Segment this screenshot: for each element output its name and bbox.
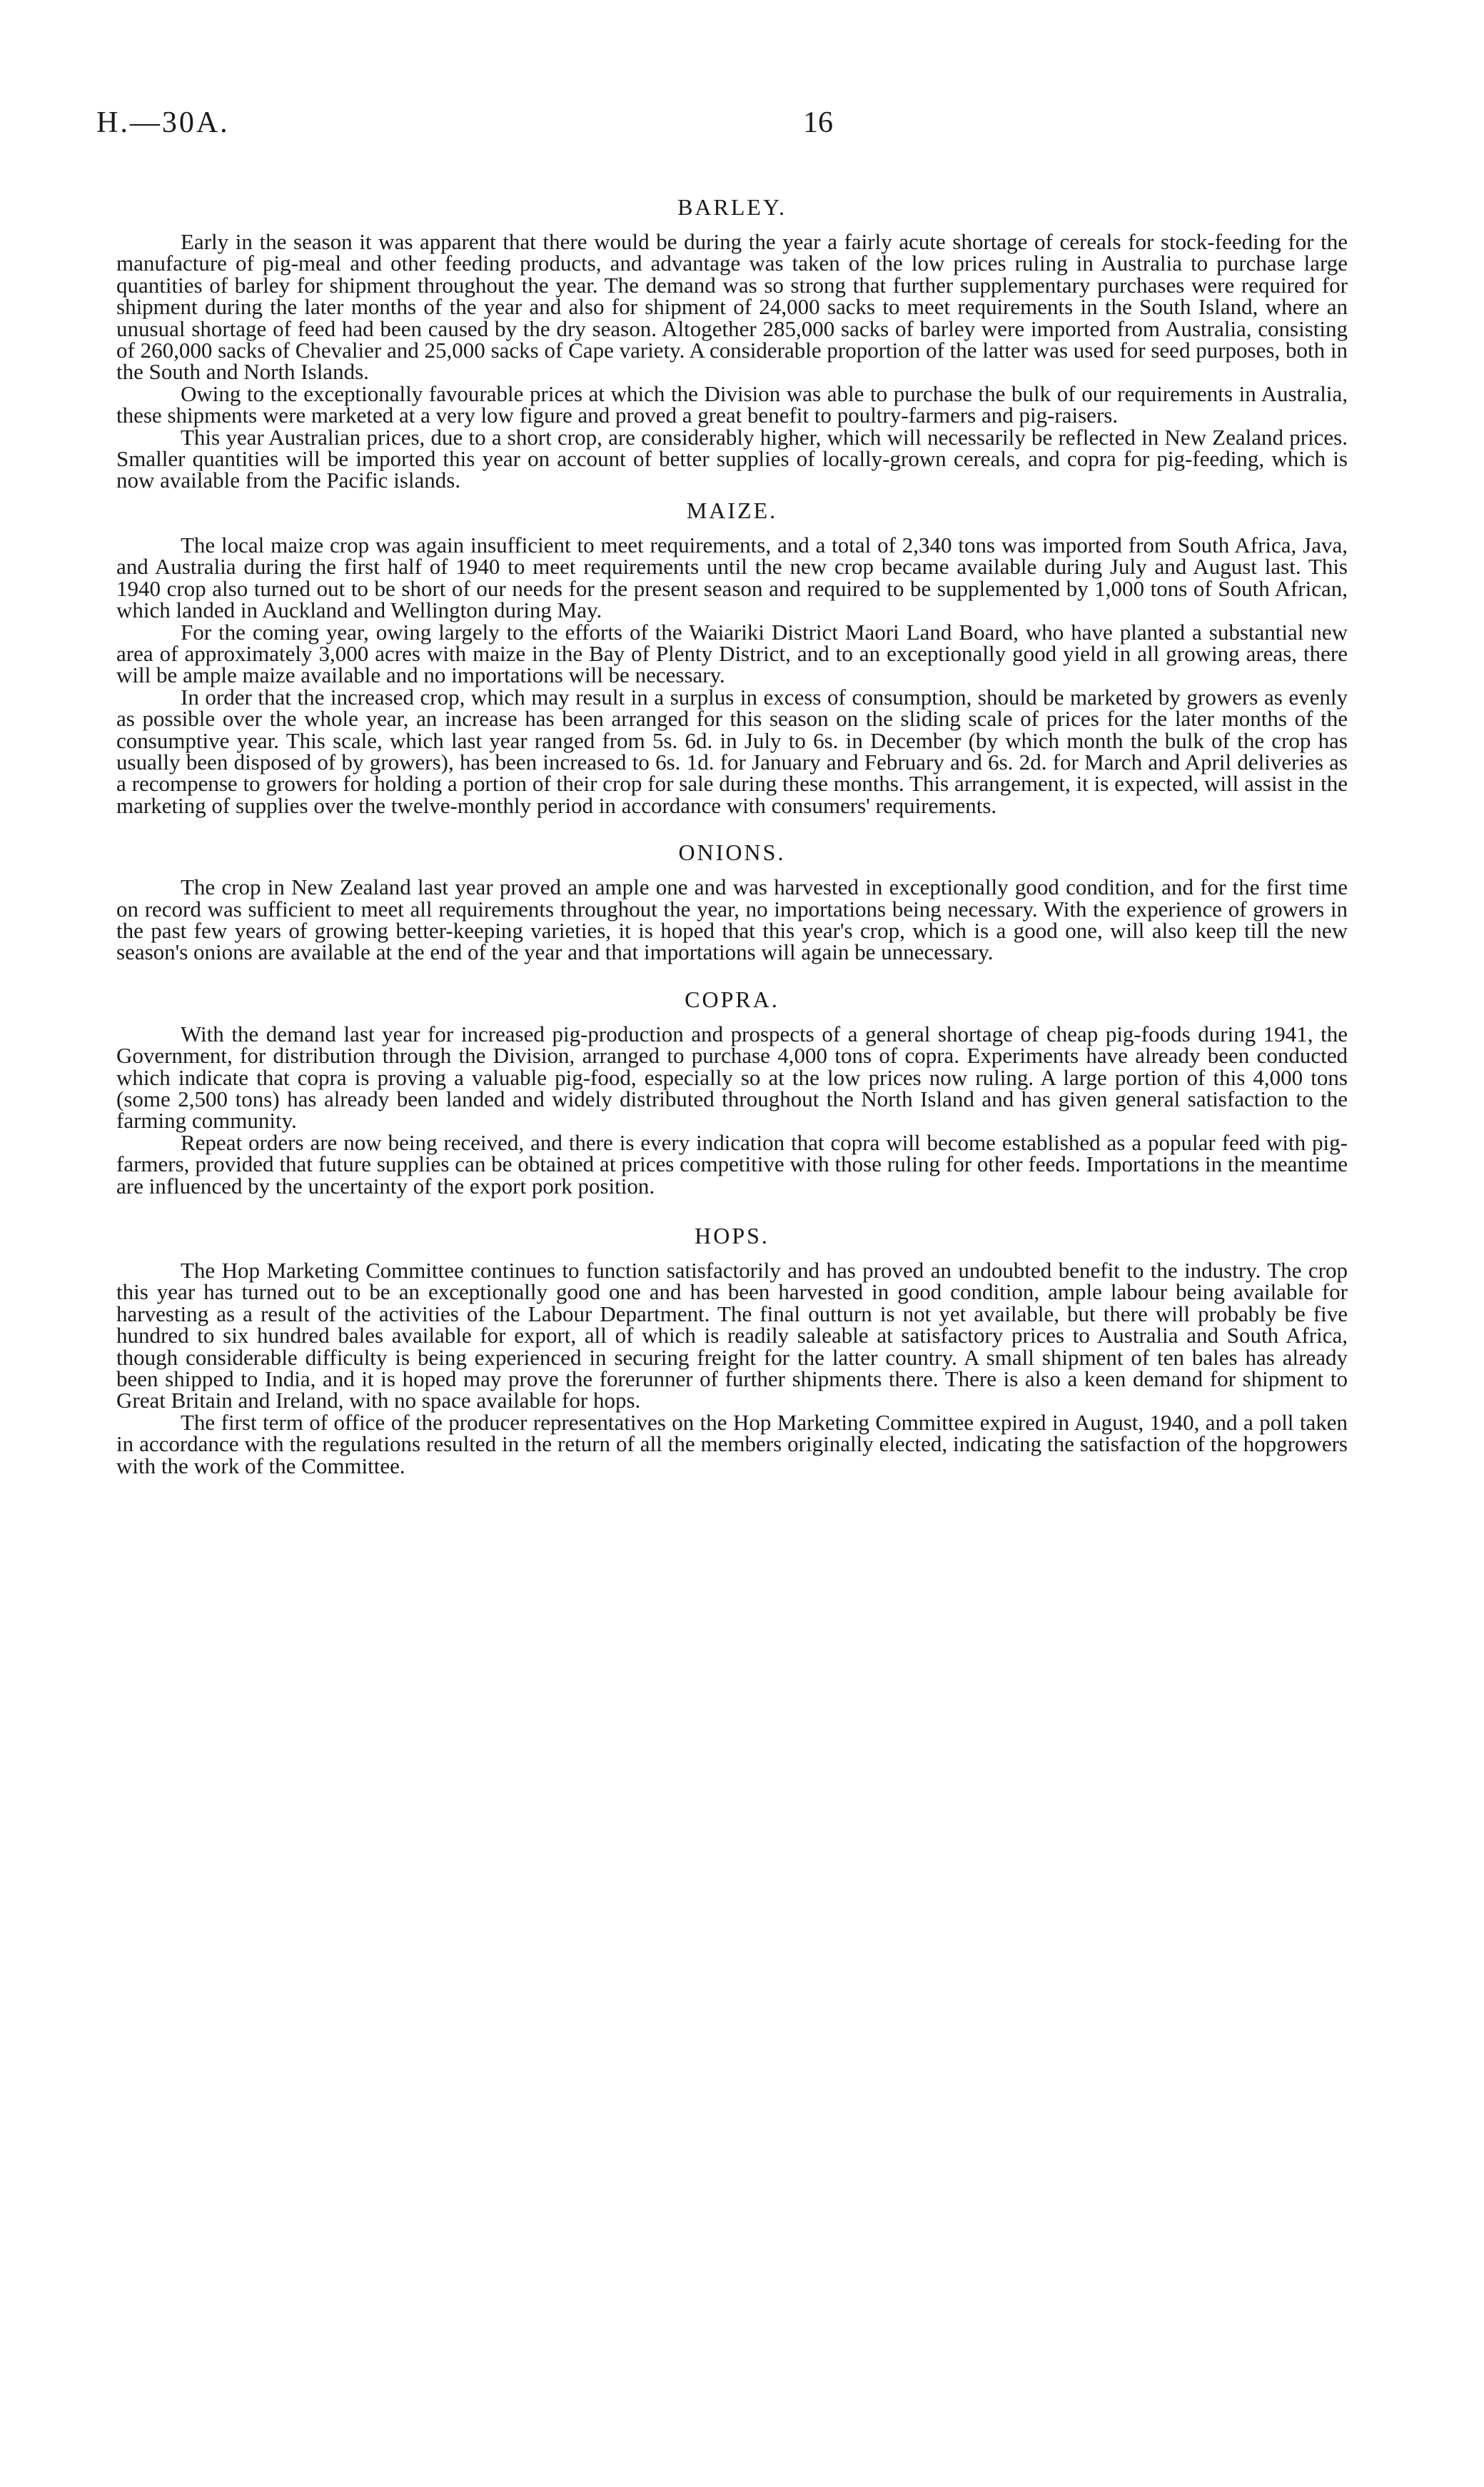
paragraph: This year Australian prices, due to a short crop, are considerably higher, which will necessarily be reflected in New Zealand prices. Smaller quantities will be imported this year on account of better supplies of locally-grown cereals, and copra for pig-feeding, which is now available from the Pacific islands. xyxy=(116,424,1348,493)
paragraph: The first term of office of the producer representatives on the Hop Marketing Committee expired in August, 1940, and a poll taken in accordance with the regulations resulted in the return of all the members originally elected, indicating the satisfaction of the hopgrowers with the work of the Committee. xyxy=(116,1409,1348,1478)
section-heading: COPRA. xyxy=(685,986,779,1012)
paragraph: The local maize crop was again insufficient to meet requirements, and a total of 2,340 tons was imported from South Africa, Java, and Australia during the first half of 1940 to meet requirements until the new crop became available during July and August last. This 1940 crop also turned out to be short of our needs for the present season and required to be supplemented by 1,000 tons of South African, which landed in Auckland and Wellington during May. xyxy=(116,532,1348,623)
page-number: 16 xyxy=(803,106,833,139)
page-header xyxy=(96,106,1378,148)
section-maize xyxy=(116,496,1348,817)
section-heading: MAIZE. xyxy=(686,497,778,523)
section-heading: BARLEY. xyxy=(677,194,787,220)
paragraph: Owing to the exceptionally favourable prices at which the Division was able to purchase the bulk of our requirements in Australia, these shipments were marketed at a very low figure and proved a great benefit to poultry-farmers and pig-raisers. xyxy=(116,380,1348,428)
paragraph: With the demand last year for increased pig-production and prospects of a general shortage of cheap pig-foods during 1941, the Government, for distribution through the Division, arranged to purchase 4,000 tons of copra. Experiments have already been conducted which indicate that copra is proving a valuable pig-food, especially so at the low prices now ruling. A large portion of this 4,000 tons (some 2,500 tons) has already been landed and widely distributed throughout the North Island and has given general satisfaction to the farming community. xyxy=(116,1021,1348,1134)
paragraph: Repeat orders are now being received, and there is every indication that copra will become established as a popular feed with pig-farmers, provided that future supplies can be obtained at prices competitive with those ruling for other feeds. Importations in the meantime are influenced by the uncertainty of the export pork position. xyxy=(116,1129,1348,1199)
section-barley xyxy=(116,193,1348,492)
paragraph: Early in the season it was apparent that there would be during the year a fairly acute shortage of cereals for stock-feeding for the manufacture of pig-meal and other feeding products, and advantage was taken of the low prices ruling in Australia to purchase large quantities of barley for shipment throughout the year. The demand was so strong that further supplementary purchases were required for shipment during the later months of the year and also for shipment of 24,000 sacks to meet requirements in the South Island, where an unusual shortage of feed had been caused by the dry season. Altogether 285,000 sacks of barley were imported from Australia, consisting of 260,000 sacks of Chevalier and 25,000 sacks of Cape variety. A considerable proportion of the latter was used for seed purposes, both in the South and North Islands. xyxy=(116,229,1348,385)
section-heading: ONIONS. xyxy=(678,839,786,866)
paragraph: In order that the increased crop, which may result in a surplus in excess of consumption, should be marketed by growers as evenly as possible over the whole year, an increase has been arranged for this season on the sliding scale of prices for the later months of the consumptive year. This scale, which last year ranged from 5s. 6d. in July to 6s. in December (by which month the bulk of the crop has usually been disposed of by growers), has been increased to 6s. 1d. for January and February and 6s. 2d. for March and April deliveries as a recompense to growers for holding a portion of their crop for sale during these months. This arrangement, it is expected, will assist in the marketing of supplies over the twelve-monthly period in accordance with consumers' requirements. xyxy=(116,684,1348,818)
section-onions xyxy=(116,838,1348,964)
report-reference: H.—30A. xyxy=(96,106,230,139)
section-hops xyxy=(116,1221,1348,1477)
document-body xyxy=(116,193,1348,1477)
paragraph: The crop in New Zealand last year proved an ample one and was harvested in exceptionally good condition, and for the first time on record was sufficient to meet all requirements throughout the year, no importations being necessary. With the experience of growers in the past few years of growing better-keeping varieties, it is hoped that this year's crop, which is a good one, will also keep till the new season's onions are available at the end of the year and that importations will again be unnecessary. xyxy=(116,874,1348,965)
section-heading: HOPS. xyxy=(695,1223,769,1249)
paragraph: For the coming year, owing largely to the efforts of the Waiariki District Maori Land Board, who have planted a substantial new area of approximately 3,000 acres with maize in the Bay of Plenty District, and to an exceptionally good yield in all growing areas, there will be ample maize available and no importations will be necessary. xyxy=(116,619,1348,688)
paragraph: The Hop Marketing Committee continues to function satisfactorily and has proved an undoubted benefit to the industry. The crop this year has turned out to be an exceptionally good one and has been harvested in good condition, ample labour being available for harvesting as a result of the activities of the Labour Department. The final outturn is not yet available, but there will probably be five hundred to six hundred bales available for export, all of which is readily saleable at satisfactory prices to Australia and South Africa, though considerable difficulty is being experienced in securing freight for the latter country. A small shipment of ten bales has already been shipped to India, and it is hoped may prove the forerunner of further shipments there. There is also a keen demand for shipment to Great Britain and Ireland, with no space available for hops. xyxy=(116,1258,1348,1413)
section-copra xyxy=(116,985,1348,1197)
